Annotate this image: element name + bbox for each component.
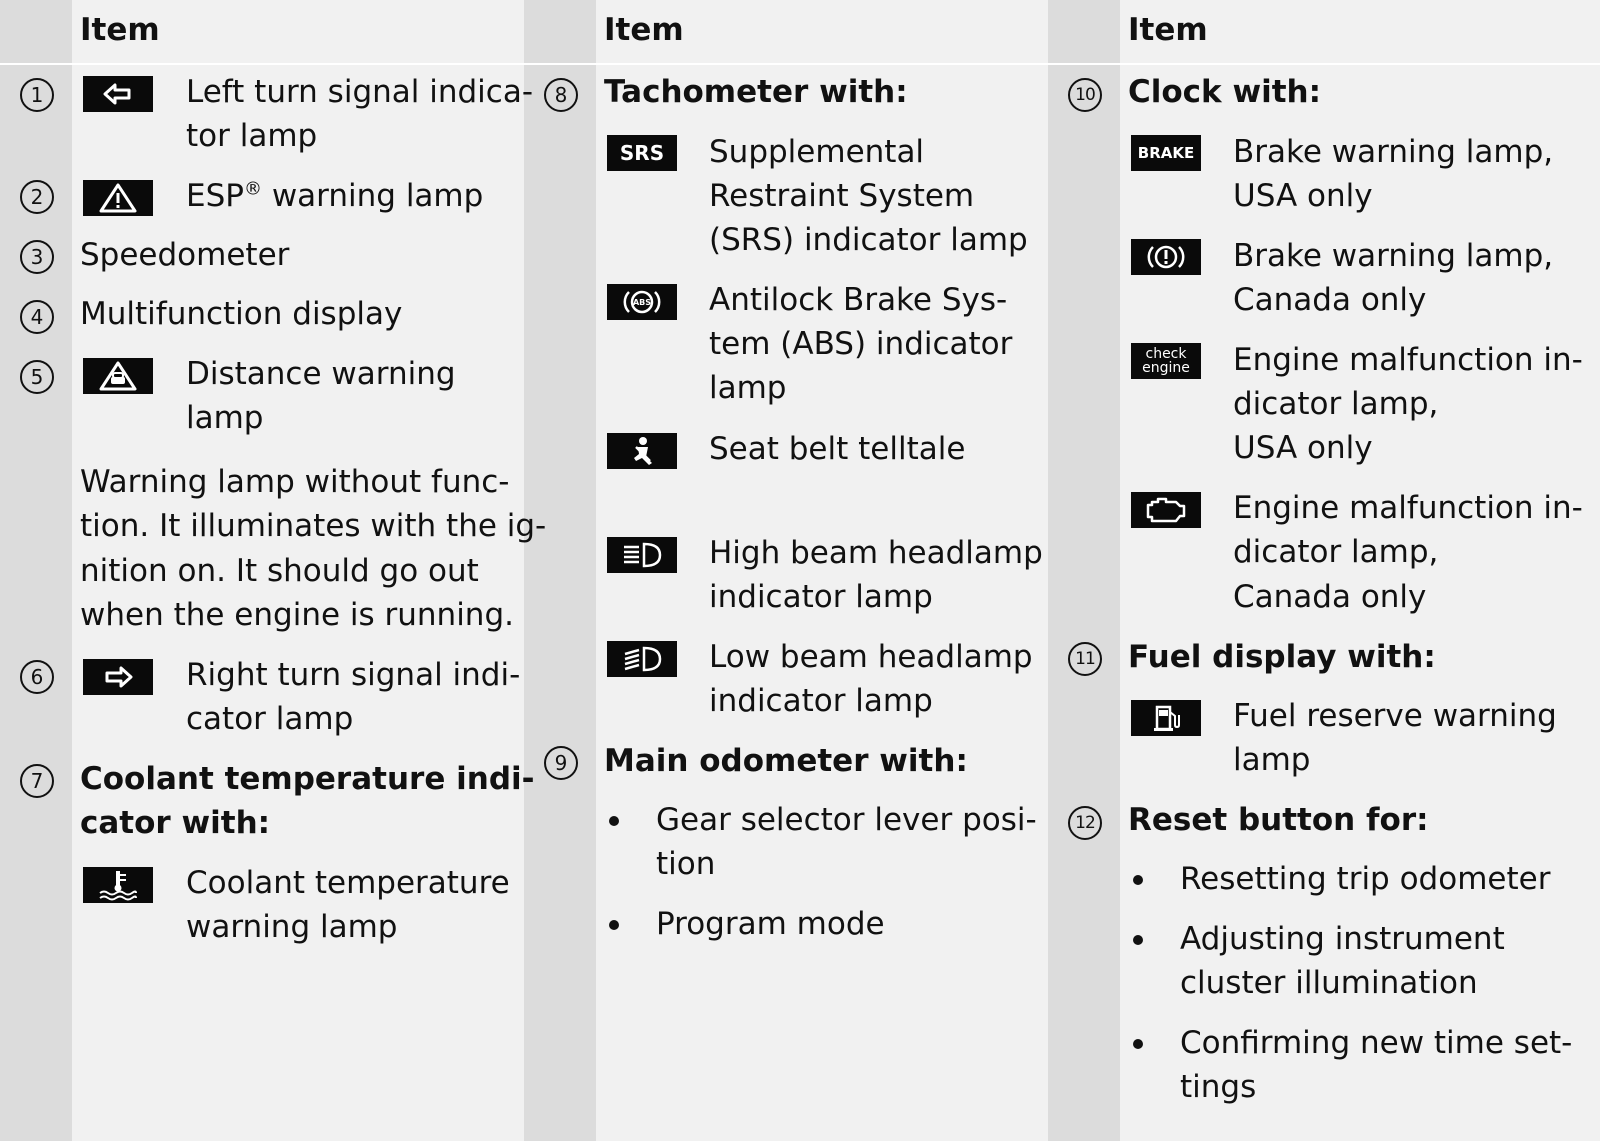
- bullet: [1133, 1039, 1143, 1049]
- abs-text-line-1: Antilock Brake Sys-: [709, 282, 1008, 318]
- bullet: [1133, 935, 1143, 945]
- fuel-text-line-1: Fuel reserve warning: [1233, 698, 1557, 734]
- column-3-number-strip: [1048, 0, 1120, 1141]
- engine-icon: [1131, 492, 1201, 528]
- abs-icon-label: ABS: [632, 298, 652, 307]
- item-6-text-line-1: Right turn signal indi-: [186, 657, 521, 693]
- item-7-text-line-2: cator with:: [80, 805, 271, 841]
- program-mode-text: Program mode: [656, 906, 885, 942]
- header-divider: [0, 63, 1600, 65]
- registered-mark: ®: [243, 178, 262, 200]
- item-6-text-line-2: cator lamp: [186, 701, 354, 737]
- engine-canada-text-line-1: Engine malfunction in-: [1233, 490, 1583, 526]
- brake-usa-text-line-1: Brake warning lamp,: [1233, 134, 1554, 170]
- item-number-5: 5: [20, 360, 54, 394]
- check-engine-label-2: engine: [1142, 360, 1190, 376]
- column-2-number-strip: [524, 0, 596, 1141]
- reset-trip-text: Resetting trip odometer: [1180, 861, 1551, 897]
- column-1-number-strip: [0, 0, 72, 1141]
- abs-text-line-2: tem (ABS) indicator: [709, 326, 1013, 362]
- note-line-2: tion. It illuminates with the ig-: [80, 508, 547, 544]
- item-number-9: 9: [544, 746, 578, 780]
- low-beam-text-line-2: indicator lamp: [709, 683, 933, 719]
- brake-icon: [1131, 135, 1201, 171]
- coolant-text-line-1: Coolant temperature: [186, 865, 510, 901]
- gear-selector-text-line-1: Gear selector lever posi-: [656, 802, 1037, 838]
- item-number-8: 8: [544, 78, 578, 112]
- brake-canada-text-line-2: Canada only: [1233, 282, 1427, 318]
- coolant-icon: [83, 867, 153, 903]
- item-number-1: 1: [20, 78, 54, 112]
- brake-usa-text-line-2: USA only: [1233, 178, 1373, 214]
- item-11-text: Fuel display with:: [1128, 639, 1436, 675]
- item-number-10: 10: [1068, 78, 1102, 112]
- adjust-illumination-text-line-1: Adjusting instrument: [1180, 921, 1505, 957]
- abs-icon: [607, 284, 677, 320]
- fuel-text-line-2: lamp: [1233, 742, 1311, 778]
- brake-icon-label: BRAKE: [1137, 144, 1195, 162]
- item-1-text-line-2: tor lamp: [186, 118, 318, 154]
- low-beam-icon: [607, 641, 677, 677]
- item-2-text: [186, 174, 483, 219]
- low-beam-text-line-1: Low beam headlamp: [709, 639, 1033, 675]
- item-4-text: Multifunction display: [80, 296, 403, 332]
- item-number-11: 11: [1068, 642, 1102, 676]
- coolant-text-line-2: warning lamp: [186, 909, 398, 945]
- item-number-6: 6: [20, 660, 54, 694]
- confirm-time-text-line-2: tings: [1180, 1069, 1257, 1105]
- srs-text-line-1: Supplemental: [709, 134, 925, 170]
- note-line-1: Warning lamp without func-: [80, 464, 510, 500]
- high-beam-text-line-1: High beam headlamp: [709, 535, 1043, 571]
- item-number-12: 12: [1068, 806, 1102, 840]
- engine-canada-text-line-2: dicator lamp,: [1233, 534, 1439, 570]
- engine-usa-text-line-3: USA only: [1233, 430, 1373, 466]
- note-line-3: nition on. It should go out: [80, 553, 479, 589]
- srs-text-line-3: (SRS) indicator lamp: [709, 222, 1028, 258]
- item-number-2: 2: [20, 180, 54, 214]
- item-8-text: Tachometer with:: [604, 74, 908, 110]
- engine-canada-text-line-3: Canada only: [1233, 579, 1427, 615]
- srs-icon-label: SRS: [619, 141, 665, 165]
- column-1-header: Item: [80, 12, 160, 48]
- bullet: [609, 920, 619, 930]
- item-5-text-line-2: lamp: [186, 400, 264, 436]
- engine-usa-text-line-2: dicator lamp,: [1233, 386, 1439, 422]
- column-2-header: Item: [604, 12, 684, 48]
- high-beam-text-line-2: indicator lamp: [709, 579, 933, 615]
- brake-canada-text-line-1: Brake warning lamp,: [1233, 238, 1554, 274]
- distance-warning-icon: [83, 358, 153, 394]
- item-10-text: Clock with:: [1128, 74, 1322, 110]
- check-engine-label-1: check: [1145, 346, 1187, 362]
- bullet: [1133, 875, 1143, 885]
- warning-lamp-label: warning lamp: [261, 178, 484, 214]
- engine-usa-text-line-1: Engine malfunction in-: [1233, 342, 1583, 378]
- item-12-text: Reset button for:: [1128, 802, 1429, 838]
- esp-warning-icon: [83, 180, 153, 216]
- check-engine-icon: [1131, 343, 1201, 379]
- item-7-text-line-1: Coolant temperature indi-: [80, 761, 535, 797]
- adjust-illumination-text-line-2: cluster illumination: [1180, 965, 1478, 1001]
- high-beam-icon: [607, 537, 677, 573]
- bullet: [609, 816, 619, 826]
- column-3-header: Item: [1128, 12, 1208, 48]
- item-number-4: 4: [20, 300, 54, 334]
- note-line-4: when the engine is running.: [80, 597, 514, 633]
- item-5-text-line-1: Distance warning: [186, 356, 456, 392]
- srs-text-line-2: Restraint System: [709, 178, 975, 214]
- item-3-text: Speedometer: [80, 237, 290, 273]
- item-number-7: 7: [20, 764, 54, 798]
- gear-selector-text-line-2: tion: [656, 846, 716, 882]
- item-number-3: 3: [20, 240, 54, 274]
- item-1-text-line-1: Left turn signal indica-: [186, 74, 534, 110]
- confirm-time-text-line-1: Confirming new time set-: [1180, 1025, 1573, 1061]
- srs-icon: [607, 135, 677, 171]
- seatbelt-icon: [607, 433, 677, 469]
- right-arrow-icon: [83, 659, 153, 695]
- abs-text-line-3: lamp: [709, 370, 787, 406]
- left-arrow-icon: [83, 76, 153, 112]
- fuel-icon: [1131, 700, 1201, 736]
- seatbelt-text: Seat belt telltale: [709, 431, 966, 467]
- item-9-text: Main odometer with:: [604, 743, 968, 779]
- brake-circle-icon: [1131, 239, 1201, 275]
- esp-label: ESP: [186, 178, 244, 214]
